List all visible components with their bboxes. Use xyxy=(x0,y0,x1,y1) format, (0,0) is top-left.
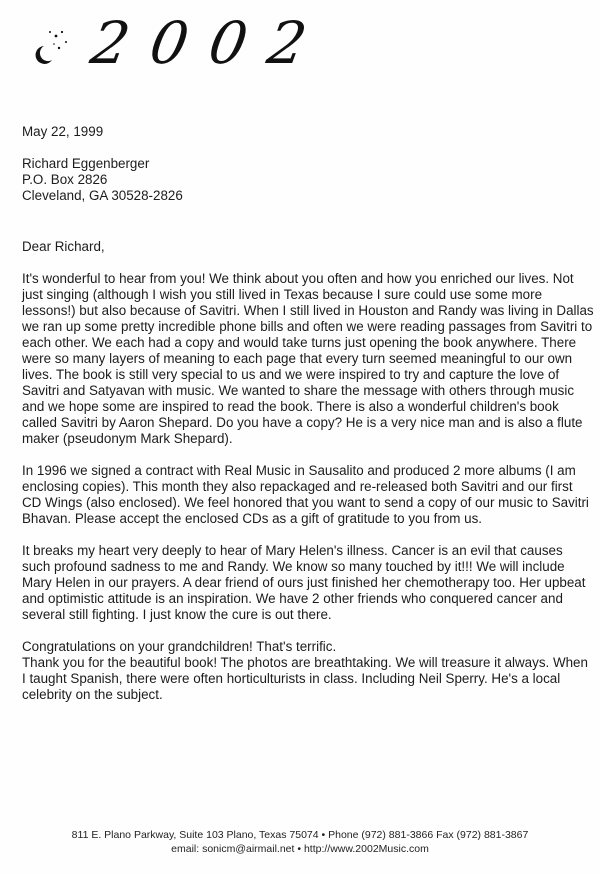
recipient-address-line1: P.O. Box 2826 xyxy=(22,172,108,187)
salutation: Dear Richard, xyxy=(22,239,105,254)
letter-footer xyxy=(0,828,600,856)
letter-date: May 22, 1999 xyxy=(22,124,104,139)
paragraph-4: Congratulations on your grandchildren! That's terrific. xyxy=(22,639,337,654)
paragraph-3: It breaks my heart very deeply to hear of Mary Helen's illness. Cancer is an evil that causes such profound sadness to me and Randy. We know so many touched by it!!! We will include Mary Helen in our prayers. A dear friend of ours just finished her chemotherapy too. Her upbeat and optimistic attitude is an inspiration. We have 2 other friends who conquered cancer and several still fighting. I just know the cure is out there. xyxy=(22,543,586,622)
recipient-address xyxy=(22,156,594,204)
letter-body xyxy=(22,124,594,719)
paragraph-5: Thank you for the beautiful book! The photos are breathtaking. We will treasure it always. When I taught Spanish, there were often horticulturists in class. Including Neil Sperry. He's a local celebrity on the subject. xyxy=(22,655,588,702)
paragraph-1: It's wonderful to hear from you! We think about you often and how you enriched our lives. Not just singing (although I wish you still lived in Texas because I sure could use some more lessons!) but also because of Savitri. When I still lived in Houston and Randy was living in Dallas we ran up some pretty incredible phone bills and often we were reading passages from Savitri to each other. We each had a copy and would take turns just opening the book anywhere. There were so many layers of meaning to each page that every turn seemed meaningful to our own lives. The book is still very special to us and we were inspired to try and capture the love of Savitri and Satyavan with music. We wanted to share the message with others through music and we hope some are inspired to read the book. There is also a wonderful children's book called Savitri by Aaron Shepard. Do you have a copy? He is a very nice man and is also a flute maker (pseudonym Mark Shepard). xyxy=(22,271,594,446)
recipient-name: Richard Eggenberger xyxy=(22,156,150,171)
footer-address: 811 E. Plano Parkway, Suite 103 Plano, Texas 75074 • Phone (972) 881-3866 Fax (972) 881-3867 xyxy=(71,829,529,841)
recipient-address-line2: Cleveland, GA 30528-2826 xyxy=(22,188,183,203)
footer-contact: email: sonicm@airmail.net • http://www.2002Music.com xyxy=(171,843,429,855)
moon-and-stars-icon xyxy=(30,26,90,76)
paragraph-2: In 1996 we signed a contract with Real Music in Sausalito and produced 2 more albums (I am enclosing copies). This month they also repackaged and re-released both Savitri and our first CD Wings (also enclosed). We feel honored that you want to send a copy of our music to Savitri Bhavan. Please accept the enclosed CDs as a gift of gratitude to you from us. xyxy=(22,463,589,526)
letterhead xyxy=(30,8,334,78)
logo-2002: 2002 xyxy=(86,9,334,77)
